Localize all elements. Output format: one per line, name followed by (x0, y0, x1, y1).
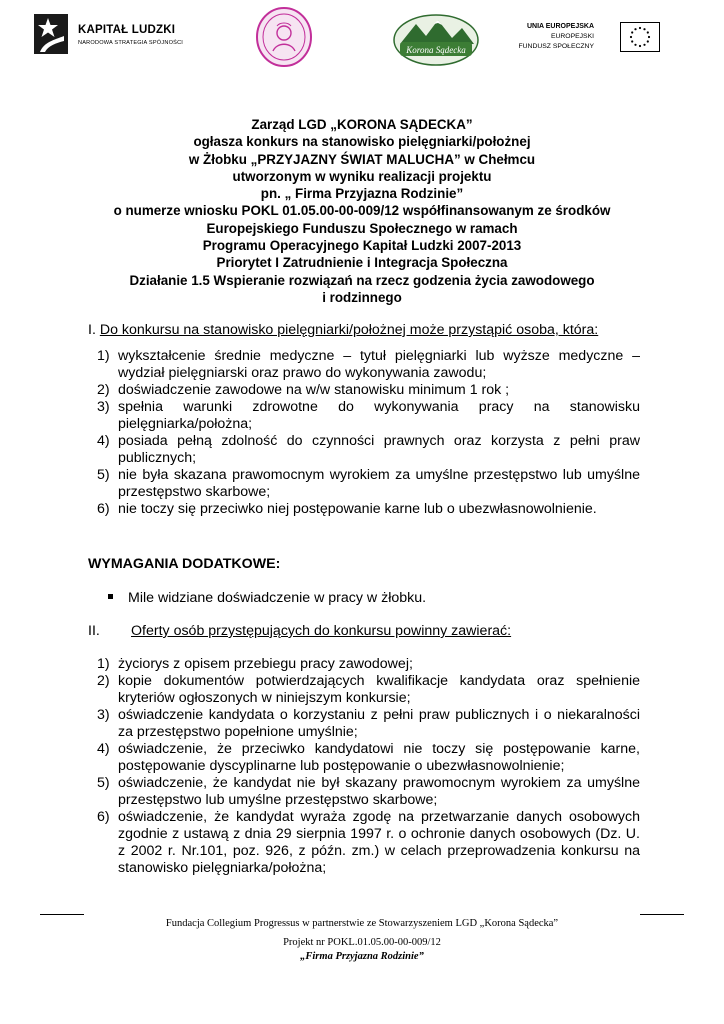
korona-sadecka-logo (392, 14, 480, 66)
eu-line-3: FUNDUSZ SPOŁECZNY (518, 43, 594, 50)
list-item-text: spełnia warunki zdrowotne do wykonywania pracy na stanowisku pielęgniarka/położna; (118, 399, 640, 432)
list-item-text: nie toczy się przeciwko niej postępowanie karne lub o ubezwłasnowolnienie. (118, 501, 597, 517)
list-item (88, 809, 640, 877)
kapital-ludzki-logo (34, 14, 204, 54)
section-2-heading: Oferty osób przystępujących do konkursu powinny zawierać: (131, 623, 512, 639)
list-item-number: 4) (97, 741, 110, 757)
footer-project-name: „Firma Przyjazna Rodzinie” (300, 951, 424, 962)
list-item (88, 467, 640, 501)
kapital-ludzki-name: KAPITAŁ LUDZKI (78, 24, 176, 36)
list-item-text: wykształcenie średnie medyczne – tytuł pielęgniarki lub wyższe medyczne – wydział pielęgniarski oraz prawo do wykonywania zawodu; (118, 348, 640, 381)
list-item-number: 3) (97, 399, 110, 415)
list-item-number: 1) (97, 656, 110, 672)
list-item-number: 2) (97, 673, 110, 689)
list-item-number: 3) (97, 707, 110, 723)
organization-seal-logo (255, 6, 313, 68)
eu-text (518, 22, 594, 52)
title-line: Priorytet I Zatrudnienie i Integracja Społeczna (216, 255, 508, 271)
list-item-text: posiada pełną zdolność do czynności prawnych oraz korzysta z pełni praw publicznych; (118, 433, 640, 466)
list-item-text: kopie dokumentów potwierdzających kwalifikacje kandydata oraz spełnienie kryteriów ogłoszonych w niniejszym konkursie; (118, 673, 640, 706)
list-item-text: doświadczenie zawodowe na w/w stanowisku minimum 1 rok ; (118, 382, 510, 398)
list-item (88, 382, 640, 399)
title-line: Programu Operacyjnego Kapitał Ludzki 2007-2013 (202, 238, 522, 254)
title-line: o numerze wniosku POKL 01.05.00-00-009/12 współfinansowanym ze środków (113, 203, 611, 219)
footer-rule-right (640, 914, 684, 915)
section-1-heading-text: Do konkursu na stanowisko pielęgniarki/położnej może przystąpić osoba, która: (99, 322, 599, 338)
header-logos (0, 0, 724, 78)
list-item-number: 5) (97, 775, 110, 791)
list-item-text: życiorys z opisem przebiegu pracy zawodowej; (118, 656, 413, 672)
footer-partnership: Fundacja Collegium Progressus w partnerstwie ze Stowarzyszeniem LGD „Korona Sądecka” (165, 918, 559, 929)
eu-line-2: EUROPEJSKI (550, 33, 594, 40)
list-item-number: 6) (97, 501, 110, 517)
list-item-text: oświadczenie, że kandydat nie był skazany prawomocnym wyrokiem za umyślne przestępstwo lub umyślne przestępstwo skarbowe; (118, 775, 640, 808)
list-item (88, 348, 640, 382)
title-line: pn. „ Firma Przyjazna Rodzinie” (260, 186, 464, 202)
title-line: Europejskiego Funduszu Społecznego w ramach (206, 220, 518, 236)
section-2-list (88, 656, 640, 877)
square-bullet-icon (108, 594, 113, 599)
list-item (88, 775, 640, 809)
additional-requirement-text: Mile widziane doświadczenie w pracy w żłobku. (128, 590, 427, 606)
title-line: i rodzinnego (322, 289, 402, 305)
list-item (88, 501, 640, 518)
eu-line-1: UNIA EUROPEJSKA (526, 23, 594, 30)
list-item (88, 656, 640, 673)
list-item-text: nie była skazana prawomocnym wyrokiem za umyślne przestępstwo lub umyślne przestępstwo skarbowe; (118, 467, 640, 500)
title-line: w Żłobku „PRZYJAZNY ŚWIAT MALUCHA” w Chełmcu (188, 151, 536, 167)
title-line: utworzonym w wyniku realizacji projektu (232, 168, 492, 184)
announcement-title (40, 116, 684, 306)
section-2-number: II. (88, 623, 100, 639)
korona-sadecka-text: Korona Sądecka (406, 45, 466, 55)
list-item-number: 6) (97, 809, 110, 825)
list-item-text: oświadczenie, że kandydat wyraża zgodę na przetwarzanie danych osobowych zgodnie z ustawą z dnia 29 sierpnia 1997 r. o ochronie danych osobowych (Dz. U. z 2002 r. Nr.101, poz. 926, z późn. zm.) w celach przeprowadzenia konkursu na stanowisko pielęgniarka/położna; (118, 809, 640, 876)
list-item-number: 5) (97, 467, 110, 483)
additional-requirement-item (108, 590, 426, 607)
list-item-text: oświadczenie, że przeciwko kandydatowi nie toczy się postępowanie karne, postępowanie dyscyplinarne lub postępowanie o ubezwłasnowolnienie; (118, 741, 640, 774)
kapital-ludzki-icon (34, 14, 68, 54)
kapital-ludzki-subtitle: NARODOWA STRATEGIA SPÓJNOŚCI (78, 40, 184, 46)
section-1-prefix: I. (88, 322, 100, 338)
list-item (88, 707, 640, 741)
list-item-number: 2) (97, 382, 110, 398)
title-line: Zarząd LGD „KORONA SĄDECKA” (251, 117, 473, 132)
footer-rule-left (40, 914, 84, 915)
list-item (88, 433, 640, 467)
section-1-list (88, 348, 640, 518)
title-line: ogłasza konkurs na stanowisko pielęgniarki/położnej (193, 134, 531, 150)
additional-requirements-heading: WYMAGANIA DODATKOWE: (88, 556, 281, 572)
section-1-heading (88, 322, 598, 339)
list-item (88, 741, 640, 775)
eu-flag-icon (620, 22, 660, 52)
title-line: Działanie 1.5 Wspieranie rozwiązań na rzecz godzenia życia zawodowego (129, 272, 595, 288)
footer-project-number: Projekt nr POKL.01.05.00-00-009/12 (283, 937, 441, 948)
list-item-text: oświadczenie kandydata o korzystaniu z pełni praw publicznych i o niekaralności za przestępstwo popełnione umyślnie; (118, 707, 640, 740)
list-item-number: 4) (97, 433, 110, 449)
list-item-number: 1) (97, 348, 110, 364)
list-item (88, 399, 640, 433)
eu-logo (518, 22, 684, 56)
list-item (88, 673, 640, 707)
